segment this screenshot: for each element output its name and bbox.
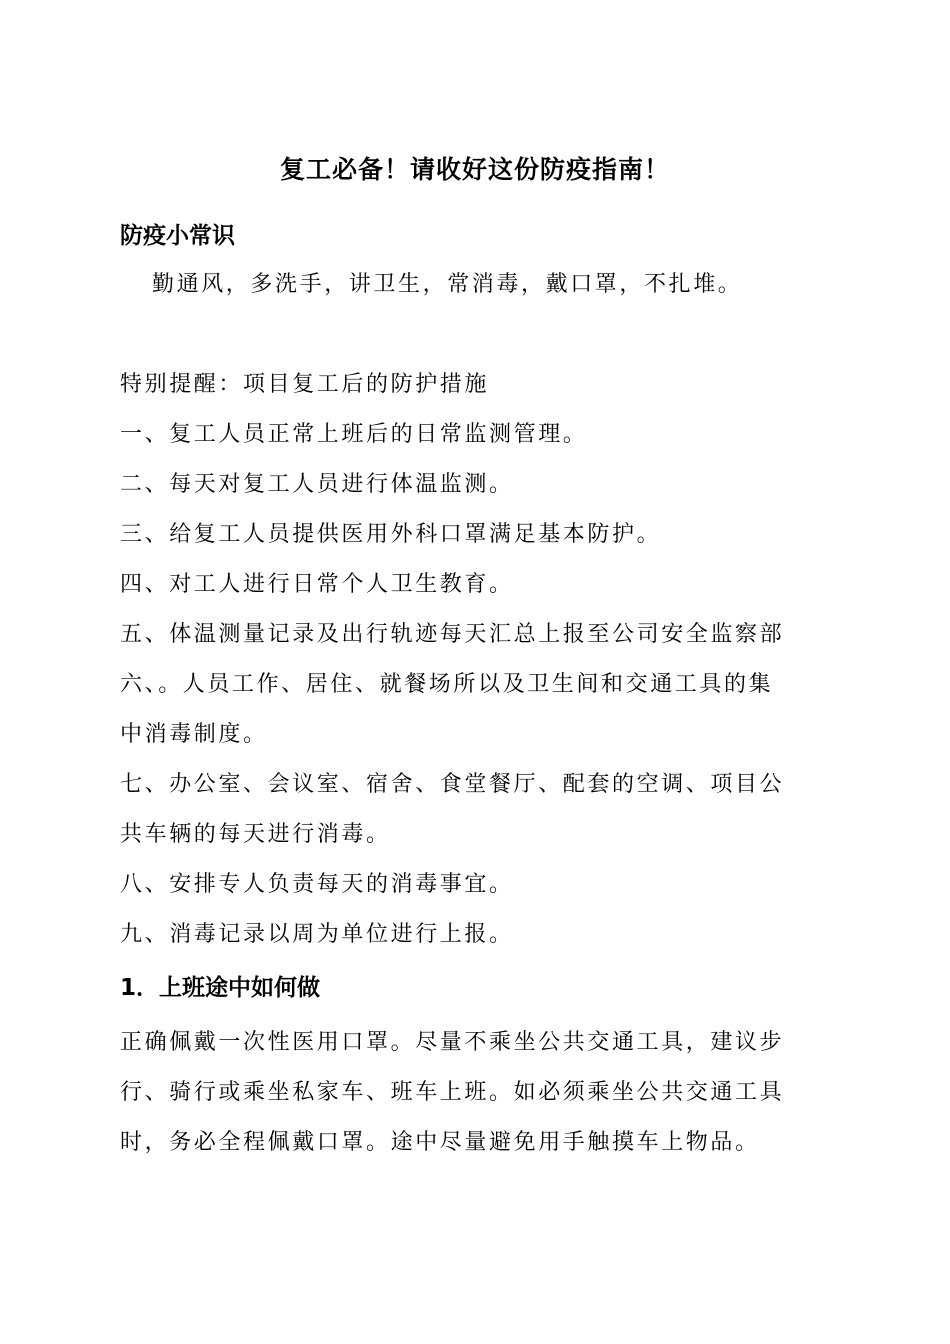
reminder-item-6: 六、。人员工作、居住、就餐场所以及卫生间和交通工具的集 xyxy=(120,672,774,697)
commute-paragraph xyxy=(120,1018,820,1168)
reminder-item-8: 八、安排专人负责每天的消毒事宜。 xyxy=(120,872,514,897)
reminder-item-5: 五、体温测量记录及出行轨迹每天汇总上报至公司安全监察部 xyxy=(120,622,785,647)
commute-line-3: 时，务必全程佩戴口罩。途中尽量避免用手触摸车上物品。 xyxy=(120,1130,760,1155)
reminder-item-9: 九、消毒记录以周为单位进行上报。 xyxy=(120,922,514,947)
section-heading-commute: 1．上班途中如何做 xyxy=(120,975,321,1001)
reminder-item-6-continued: 中消毒制度。 xyxy=(120,722,268,747)
reminder-item-4: 四、对工人进行日常个人卫生教育。 xyxy=(120,572,514,597)
reminder-item-2: 二、每天对复工人员进行体温监测。 xyxy=(120,472,514,497)
section-heading-common-sense: 防疫小常识 xyxy=(120,223,235,249)
prevention-tip: 勤通风，多洗手，讲卫生，常消毒，戴口罩，不扎堆。 xyxy=(152,272,743,297)
commute-line-1: 正确佩戴一次性医用口罩。尽量不乘坐公共交通工具，建议步 xyxy=(120,1030,785,1055)
commute-line-2: 行、骑行或乘坐私家车、班车上班。如必须乘坐公共交通工具 xyxy=(120,1080,785,1105)
reminder-item-3: 三、给复工人员提供医用外科口罩满足基本防护。 xyxy=(120,522,662,547)
document-title: 复工必备！请收好这份防疫指南！ xyxy=(279,155,670,184)
reminder-item-7: 七、办公室、会议室、宿舍、食堂餐厅、配套的空调、项目公 xyxy=(120,772,785,797)
reminder-item-7-continued: 共车辆的每天进行消毒。 xyxy=(120,822,391,847)
reminder-item-1: 一、复工人员正常上班后的日常监测管理。 xyxy=(120,422,588,447)
reminder-heading: 特别提醒：项目复工后的防护措施 xyxy=(120,372,490,397)
